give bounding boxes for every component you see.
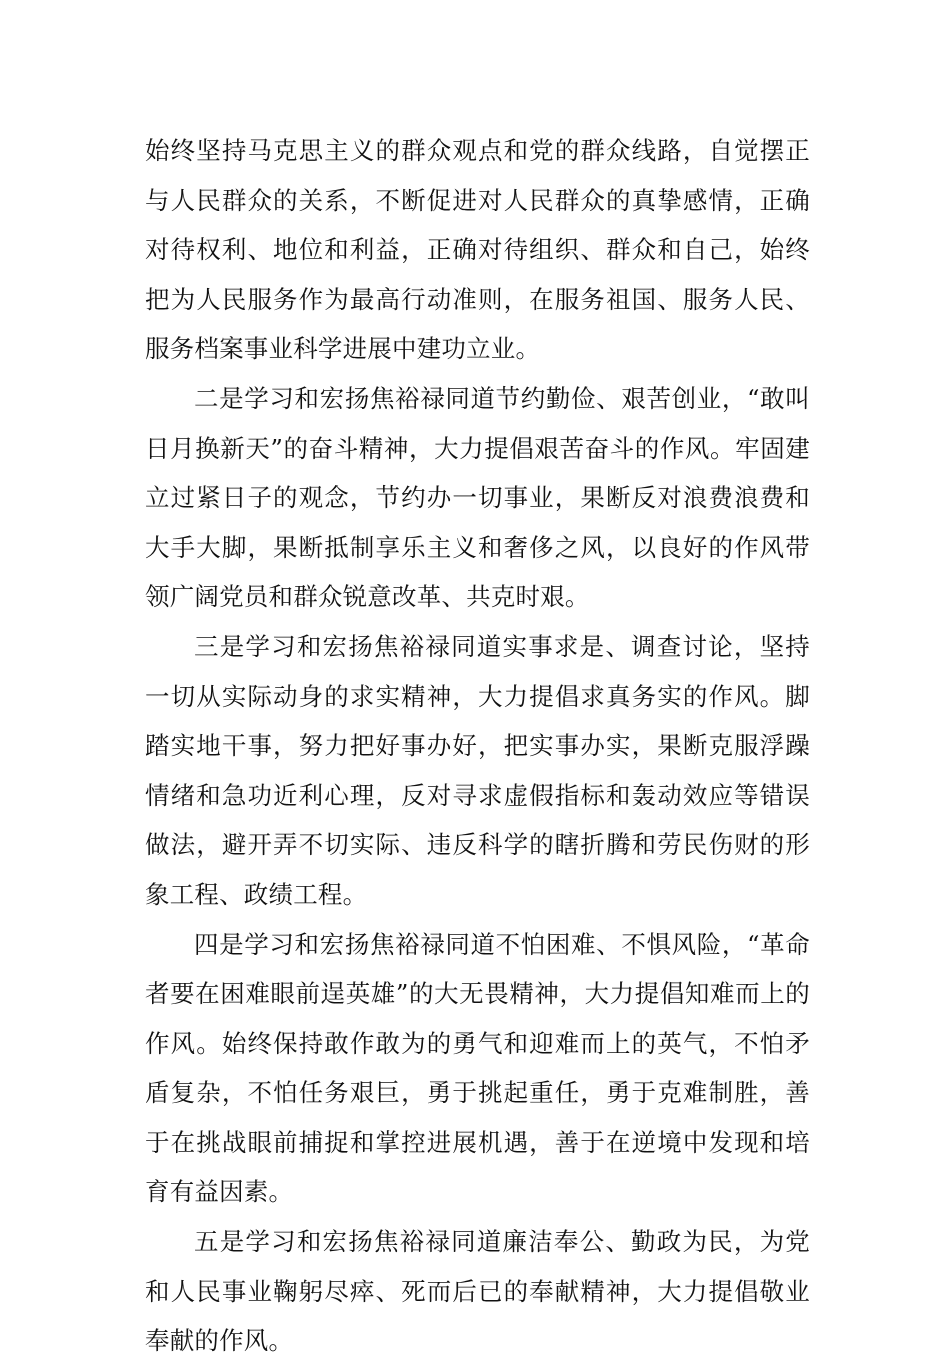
paragraph-2: 二是学习和宏扬焦裕禄同道节约勤俭、艰苦创业，“敢叫日月换新天”的奋斗精神，大力提倡艰苦奋斗的作风。牢固建立过紧日子的观念，节约办一切事业，果断反对浪费浪费和大手大脚，果断抵制享乐主义和奢侈之风，以良好的作风带领广阔党员和群众锐意改革、共克时艰。 [145,383,810,612]
paragraph-4: 四是学习和宏扬焦裕禄同道不怕困难、不惧风险，“革命者要在困难眼前逞英雄”的大无畏精神，大力提倡知难而上的作风。始终保持敢作敢为的勇气和迎难而上的英气，不怕矛盾复杂，不怕任务艰巨，勇于挑起重任，勇于克难制胜，善于在挑战眼前捕捉和掌控进展机遇，善于在逆境中发现和培育有益因素。 [145,929,810,1207]
paragraph-3: 三是学习和宏扬焦裕禄同道实事求是、调查讨论，坚持一切从实际动身的求实精神，大力提倡求真务实的作风。脚踏实地干事，努力把好事办好，把实事办实，果断克服浮躁情绪和急功近利心理，反对寻求虚假指标和轰动效应等错误做法，避开弄不切实际、违反科学的瞎折腾和劳民伤财的形象工程、政绩工程。 [145,631,810,909]
document-body [145,126,810,1366]
paragraph-1: 始终坚持马克思主义的群众观点和党的群众线路，自觉摆正与人民群众的关系，不断促进对人民群众的真挚感情，正确对待权利、地位和利益，正确对待组织、群众和自己，始终把为人民服务作为最高行动准则，在服务祖国、服务人民、服务档案事业科学进展中建功立业。 [145,136,810,364]
paragraph-5: 五是学习和宏扬焦裕禄同道廉洁奉公、勤政为民，为党和人民事业鞠躬尽瘁、死而后已的奉献精神，大力提倡敬业奉献的作风。 [145,1227,810,1356]
